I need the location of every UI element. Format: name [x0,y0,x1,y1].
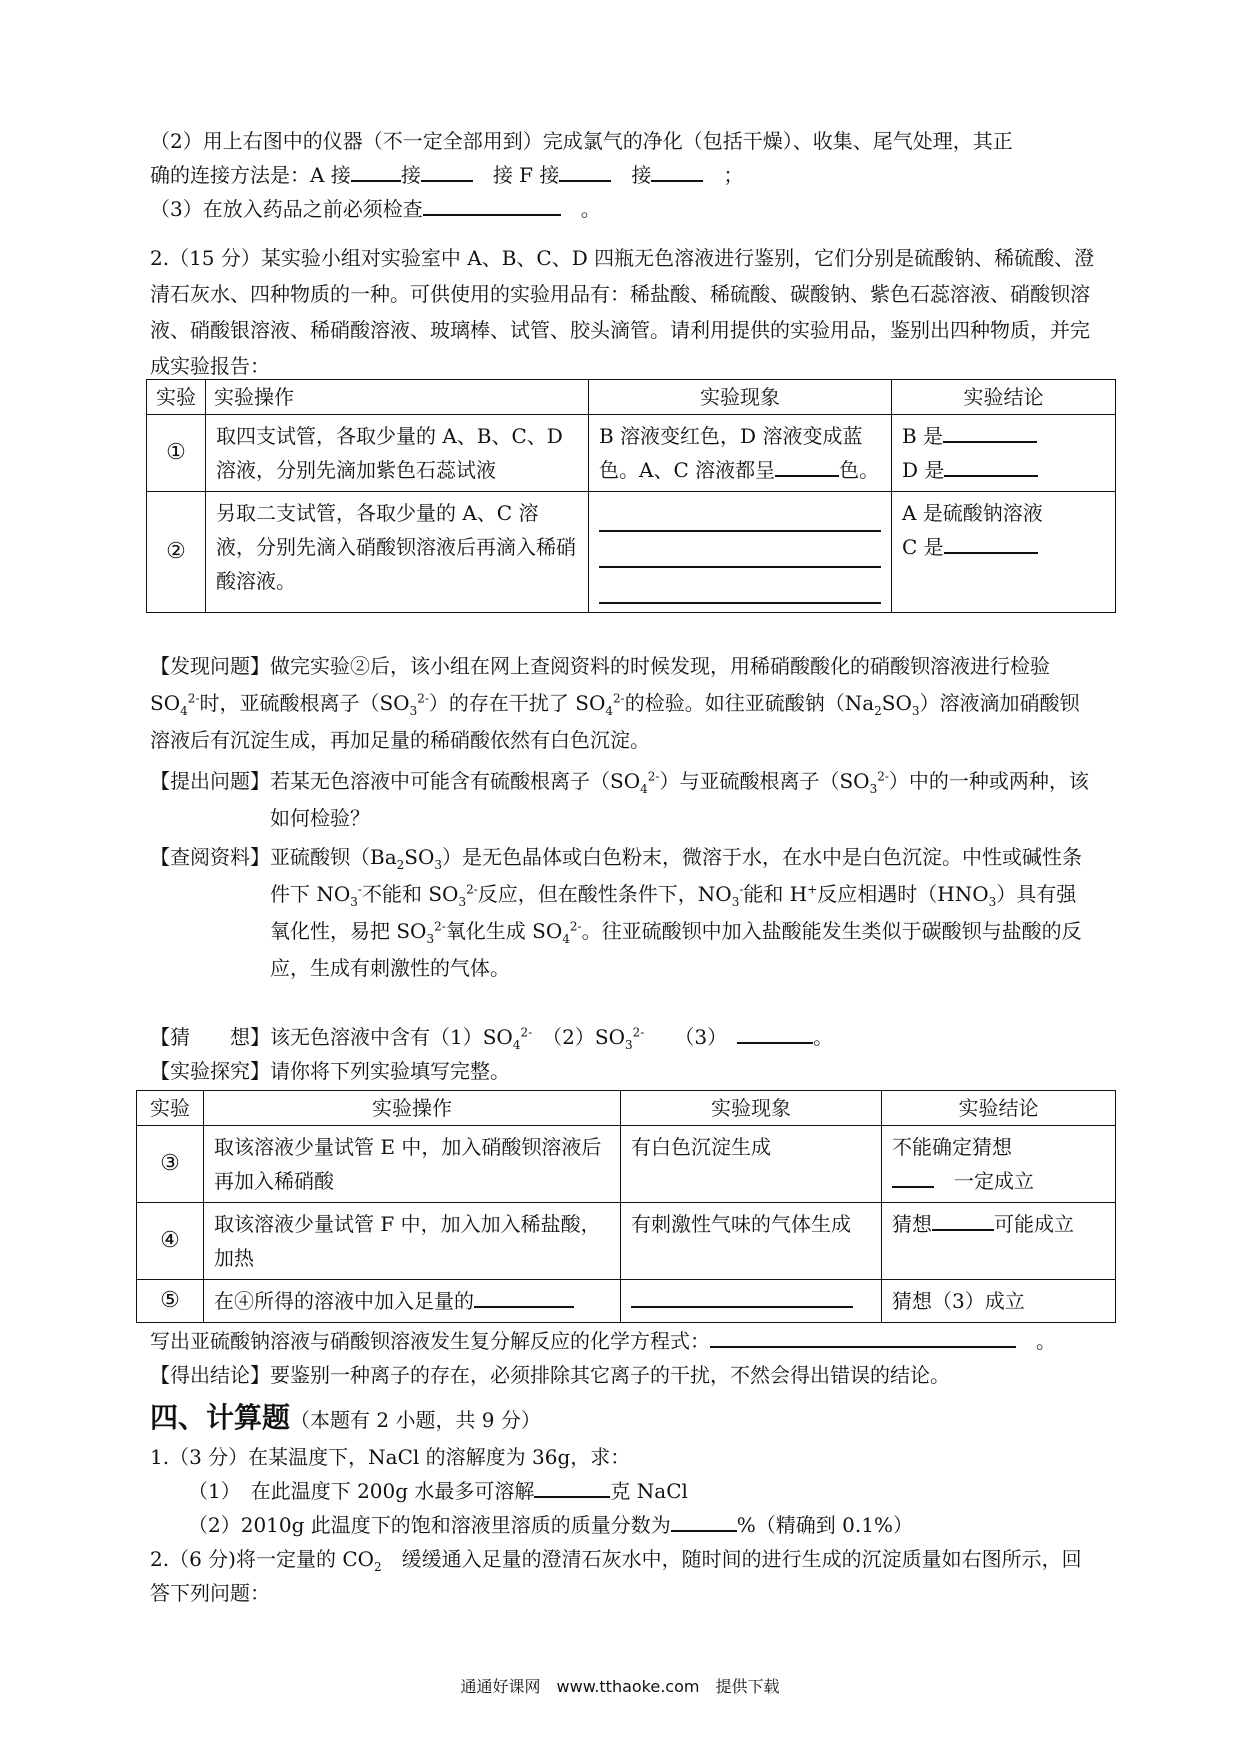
answer-blank[interactable] [944,455,1038,477]
answer-blank[interactable] [421,160,473,182]
q1-block [150,124,1100,226]
calc-q1: 1.（3 分）在某温度下，NaCl 的溶解度为 36g，求： [150,1445,631,1469]
conclusion-line: 【得出结论】要鉴别一种离子的存在，必须排除其它离子的干扰，不然会得出错误的结论。 [150,1363,950,1387]
answer-blank[interactable] [943,421,1037,443]
answer-line[interactable] [599,500,881,532]
table-row: ② 另取二支试管，各取少量的 A、C 溶液，分别先滴入硝酸钡溶液后再滴入稀硝酸溶液。 A 是硫酸钠溶液 C 是 [147,492,1116,613]
table-header: 实验结论 [882,1091,1116,1126]
table-header: 实验现象 [589,380,892,415]
answer-blank[interactable] [944,532,1038,554]
calc-q1-part2: （2）2010g 此温度下的饱和溶液里溶质的质量分数为 %（精确到 0.1%） [150,1508,1100,1542]
calc-q1-part1: （1） 在此温度下 200g 水最多可溶解 克 NaCl [150,1474,1100,1508]
table-header: 实验 [137,1091,204,1126]
calc-q2: 2.（6 分)将一定量的 $CO_2$ 缓缓通入足量的澄清石灰水中，随时间的进行生成的沉淀质量如右图所示，回答下列问题： [150,1547,1082,1605]
table-header: 实验结论 [892,380,1116,415]
table-row: ④ 取该溶液少量试管 F 中，加入加入稀盐酸，加热 有刺激性气味的气体生成 猜想 可能成立 [137,1203,1116,1280]
answer-blank[interactable] [710,1326,1016,1348]
discover-paragraph: 【发现问题】做完实验②后，该小组在网上查阅资料的时候发现，用稀硝酸酸化的硝酸钡溶液进行检验 $SO_4^{2-}$时，亚硫酸根离子$(SO_3^{2-})$的存在干扰了 $SO_4^{2-}$的检验。如往亚硫酸钠$(Na_2SO_3)$溶液滴加硝酸钡溶液后有沉淀生成，再加足量的稀硝酸依然有白色沉淀。 [150,654,1080,752]
table-row: ③ 取该溶液少量试管 E 中，加入硝酸钡溶液后再加入稀硝酸 有白色沉淀生成 不能确定猜想 一定成立 [137,1126,1116,1203]
q2-intro: 2.（15 分）某实验小组对实验室中 A、B、C、D 四瓶无色溶液进行鉴别，它们分别是硫酸钠、稀硫酸、澄清石灰水、四种物质的一种。可供使用的实验用品有：稀盐酸、稀硫酸、碳酸钠、紫色石蕊溶液、硝酸钡溶液、硝酸银溶液、稀硝酸溶液、玻璃棒、试管、胶头滴管。请利用提供的实验用品，鉴别出四种物质，并完成实验报告： [150,246,1095,378]
explore-line: 【实验探究】请你将下列实验填写完整。 [150,1059,510,1083]
answer-blank[interactable] [775,455,839,477]
guess-block [150,1020,1100,1088]
table-header: 实验现象 [621,1091,882,1126]
table-row: ⑤ 在④所得的溶液中加入足量的 猜想（3）成立 [137,1280,1116,1323]
answer-blank[interactable] [423,194,561,216]
q2-discussion: 【发现问题】做完实验②后，该小组在网上查阅资料的时候发现，用稀硝酸酸化的硝酸钡溶液进行检验 $SO_4^{2-}$时，亚硫酸根离子$(SO_3^{2-})$的存在干扰了 $SO_4^{2-}$的检验。如往亚硫酸钠$(Na_2SO_3)$溶液滴加硝酸钡溶液后有沉淀生成，再加足量的稀硝酸依然有白色沉淀。 【提出问题】 若某无色溶液中可能含有硫酸根离子$(SO_4^{2-})$与亚硫酸根离子$(SO_3^{2-})$中的一种或两种，该如何检验？ 【查阅资料】 亚硫酸钡$(Ba_2SO_3)$是无色晶体或白色粉末，微溶于水，在水中是白色沉淀。中性或碱性条件下 $NO_3^-$不能和 $SO_3^{2-}$反应，但在酸性条件下，$NO_3^-$能和 H+反应相遇时$(HNO_3)$具有强氧化性，易把 $SO_3^{2-}$氧化生成 $SO_4^{2-}$。往亚硫酸钡中加入盐酸能发生类似于碳酸钡与盐酸的反应，生成有刺激性的气体。 [150,648,1095,987]
q1-part2-line2: 确的连接方法是：A 接 接 接 F 接 接 ； [150,158,1100,192]
answer-blank[interactable] [474,1286,574,1308]
guess-line: 【猜 想】该无色溶液中含有$(1)SO_4^{2-}$ $(2)SO_3^{2-}$ （3） 。 [150,1020,1100,1054]
table-row: ① 取四支试管，各取少量的 A、B、C、D 溶液，分别先滴加紫色石蕊试液 B 溶液变红色，D 溶液变成蓝色。A、C 溶液都呈 色。 B 是 D 是 [147,415,1116,492]
experiment-table-2 [136,1090,1116,1323]
reference-paragraph: 亚硫酸钡$(Ba_2SO_3)$是无色晶体或白色粉末，微溶于水，在水中是白色沉淀。中性或碱性条件下 $NO_3^-$不能和 $SO_3^{2-}$反应，但在酸性条件下，$NO_3^-$能和 H+反应相遇时$(HNO_3)$具有强氧化性，易把 $SO_3^{2-}$氧化生成 $SO_4^{2-}$。往亚硫酸钡中加入盐酸能发生类似于碳酸钡与盐酸的反应，生成有刺激性的气体。 [270,845,1083,980]
experiment-table-1 [146,379,1116,613]
page-footer: 通通好课网 www.tthaoke.com 提供下载 [460,1677,780,1696]
section-4 [150,1398,1100,1610]
answer-blank[interactable] [892,1166,934,1188]
question-paragraph: 若某无色溶液中可能含有硫酸根离子$(SO_4^{2-})$与亚硫酸根离子$(SO_3^{2-})$中的一种或两种，该如何检验？ [270,769,1089,830]
q1-part3: （3）在放入药品之前必须检查 。 [150,192,1100,226]
section-title: 四、计算题（本题有 2 小题，共 9 分） [150,1401,541,1434]
answer-blank[interactable] [671,1510,737,1532]
answer-blank[interactable] [737,1022,813,1044]
q1-part2-line1: （2）用上右图中的仪器（不一定全部用到）完成氯气的净化（包括干燥）、收集、尾气处理，其正 [150,129,1013,153]
equation-line: 写出亚硫酸钠溶液与硝酸钡溶液发生复分解反应的化学方程式： 。 [150,1324,1100,1358]
answer-line[interactable] [599,536,881,568]
table-header: 实验操作 [204,1091,621,1126]
answer-blank[interactable] [534,1476,610,1498]
answer-blank[interactable] [631,1286,853,1308]
table-header: 实验 [147,380,206,415]
answer-blank[interactable] [932,1209,994,1231]
answer-blank[interactable] [651,160,703,182]
table-header: 实验操作 [206,380,589,415]
equation-block [150,1324,1100,1392]
answer-blank[interactable] [351,160,401,182]
answer-line[interactable] [599,572,881,604]
answer-blank[interactable] [559,160,611,182]
